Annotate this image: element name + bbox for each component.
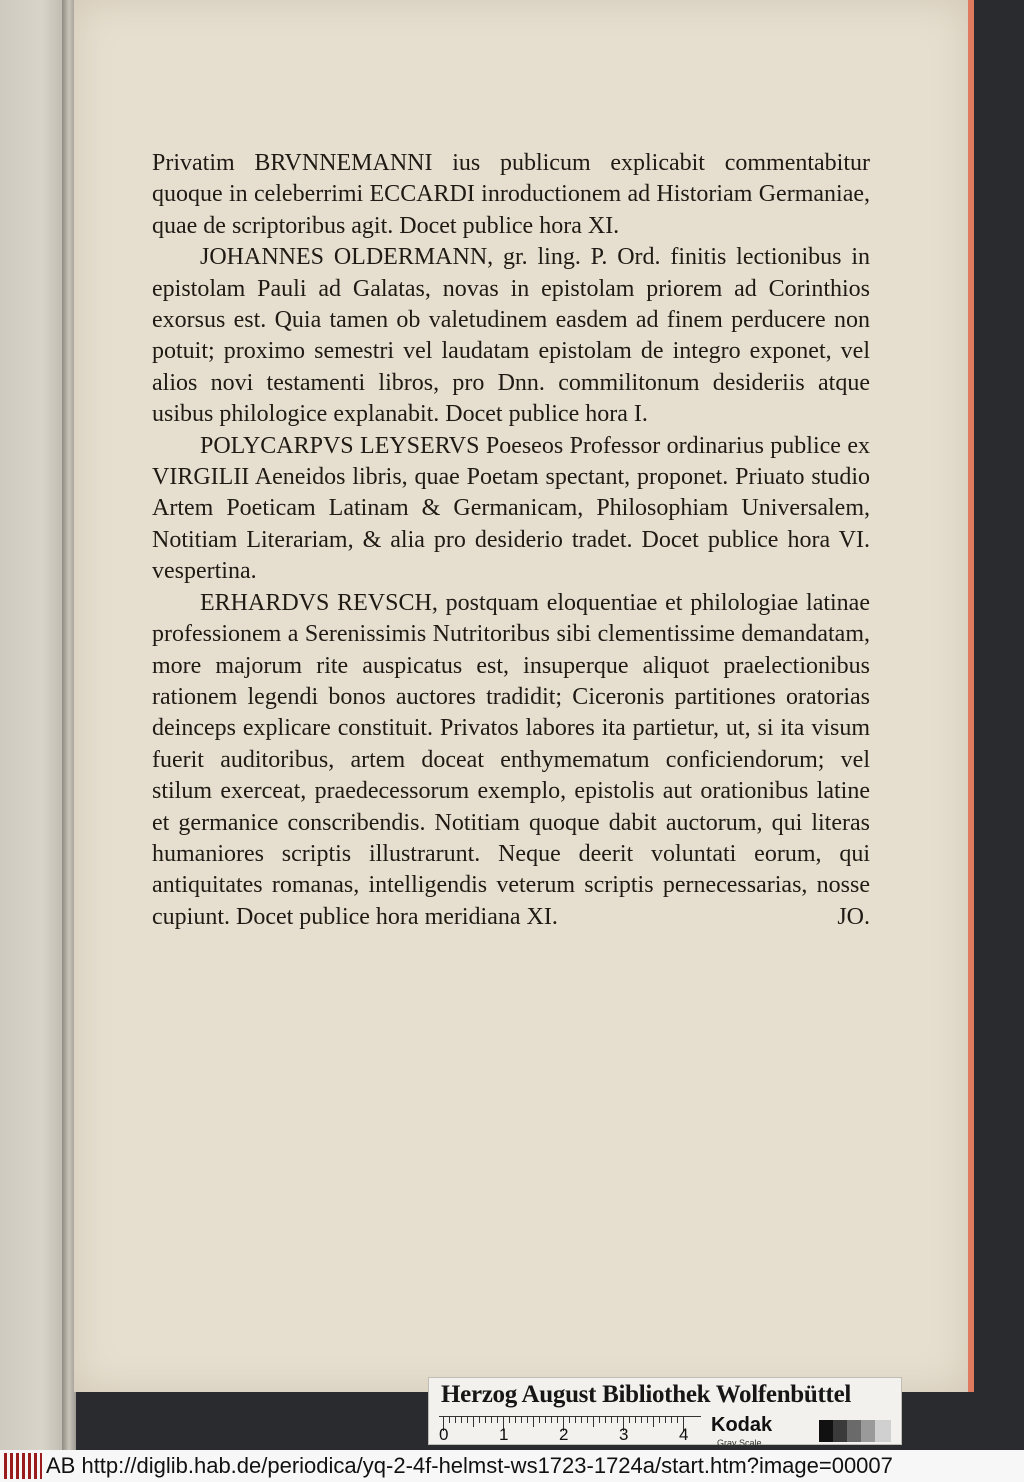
ruler-tick [593, 1417, 594, 1427]
url-footer [0, 1450, 1024, 1482]
ruler-tick [539, 1417, 540, 1423]
ruler-tick [629, 1417, 630, 1423]
ruler-tick [491, 1417, 492, 1423]
ruler-tick [473, 1417, 474, 1427]
page-body-text [152, 148, 870, 933]
paragraph-4-text: ERHARDVS REVSCH, postquam eloquentiae et philologiae latinae professionem a Serenissimis Nutritoribus sibi clementissime demandatam, more majorum rite auspicatus est, insuperque aliquot praelectionibus rationem legendi bonos auctores tradidit; Ciceronis partitiones oratorias deinceps explicare constituit. Privatos labores ita partietur, ut, si ita visum fuerit auditoribus, artem doceat enthymematum conficiendorum; vel stilum exerceat, praedecessorum exemplo, epistolis aut orationibus latine et germanice conscribendis. Notitiam quoque dabit auctorum, qui literas humaniores scriptis illustrarunt. Neque deerit voluntati eorum, qui antiquitates romanas, intelligendis veterum scriptis pernecessarias, nosse cupiunt. Docet publice hora meridiana XI. [152, 589, 870, 930]
paragraph-4 [152, 588, 870, 933]
ruler-tick [461, 1417, 462, 1423]
ruler-tick [647, 1417, 648, 1423]
ruler-tick [569, 1417, 570, 1423]
ruler-tick [467, 1417, 468, 1423]
gray-scale-caption: Gray Scale [717, 1438, 762, 1448]
ruler-tick [659, 1417, 660, 1423]
ruler-tick [641, 1417, 642, 1423]
ruler-tick [515, 1417, 516, 1423]
paragraph-2: JOHANNES OLDERMANN, gr. ling. P. Ord. finitis lectionibus in epistolam Pauli ad Galatas, novas in epistolam priorem ad Corinthios exorsus est. Quia tamen ob valetudinem easdem ad finem perducere non potuit; proximo semestri vel laudatam epistolam de integro exponet, vel alios novi testamenti libros, pro Dnn. commilitonum desideriis atque usibus philologice explanabit. Docet publice hora I. [152, 244, 870, 428]
ruler-tick [671, 1417, 672, 1423]
ruler-number: 2 [559, 1425, 569, 1444]
url-text: AB http://diglib.hab.de/periodica/yq-2-4f-helmst-ws1723-1724a/start.htm?image=00007 [46, 1453, 893, 1478]
document-page [74, 0, 974, 1392]
ruler-tick [455, 1417, 456, 1423]
ruler-tick [611, 1417, 612, 1423]
ruler-tick [521, 1417, 522, 1423]
ruler-tick [599, 1417, 600, 1423]
ruler-tick [557, 1417, 558, 1423]
ruler-tick [527, 1417, 528, 1423]
ruler-tick [635, 1417, 636, 1423]
ruler-tick [485, 1417, 486, 1423]
library-label-title: Herzog August Bibliothek Wolfenbüttel [441, 1381, 852, 1408]
ruler-number: 0 [439, 1425, 449, 1444]
ruler-tick [677, 1417, 678, 1423]
catchword: JO. [837, 903, 870, 930]
ruler-tick [551, 1417, 552, 1423]
ruler-tick [581, 1417, 582, 1423]
ruler-number: 4 [679, 1425, 689, 1444]
kodak-logo: Kodak [711, 1414, 773, 1436]
ruler-tick [479, 1417, 480, 1423]
ruler-number: 1 [499, 1425, 509, 1444]
ruler-tick [605, 1417, 606, 1423]
ruler-tick [575, 1417, 576, 1423]
ruler-number: 3 [619, 1425, 629, 1444]
ruler-tick [617, 1417, 618, 1423]
previous-page-edge [0, 0, 70, 1450]
ruler-tick [509, 1417, 510, 1423]
ruler-tick [497, 1417, 498, 1423]
ruler-tick [533, 1417, 534, 1427]
ruler-tick [665, 1417, 666, 1423]
ruler-tick [653, 1417, 654, 1427]
ruler-tick [545, 1417, 546, 1423]
library-label [428, 1377, 902, 1448]
paragraph-1: Privatim BRVNNEMANNI ius publicum explicabit commentabitur quoque in celeberrimi ECCARDI inroductionem ad Historiam Germaniae, quae de scriptoribus agit. Docet publice hora XI. [152, 150, 870, 239]
gray-swatch [875, 1420, 891, 1442]
paragraph-3: POLYCARPVS LEYSERVS Poeseos Professor ordinarius publice ex VIRGILII Aeneidos libris, quae Poetam spectant, proponet. Priuato studio Artem Poeticam Latinam & Germanicam, Philosophiam Universalem, Notitiam Literariam, & alia pro desiderio tradet. Docet publice hora VI. vespertina. [152, 432, 870, 585]
hab-logo-icon [4, 1453, 42, 1479]
ruler-tick [449, 1417, 450, 1423]
ruler-tick [587, 1417, 588, 1423]
scale-ruler [439, 1416, 701, 1443]
